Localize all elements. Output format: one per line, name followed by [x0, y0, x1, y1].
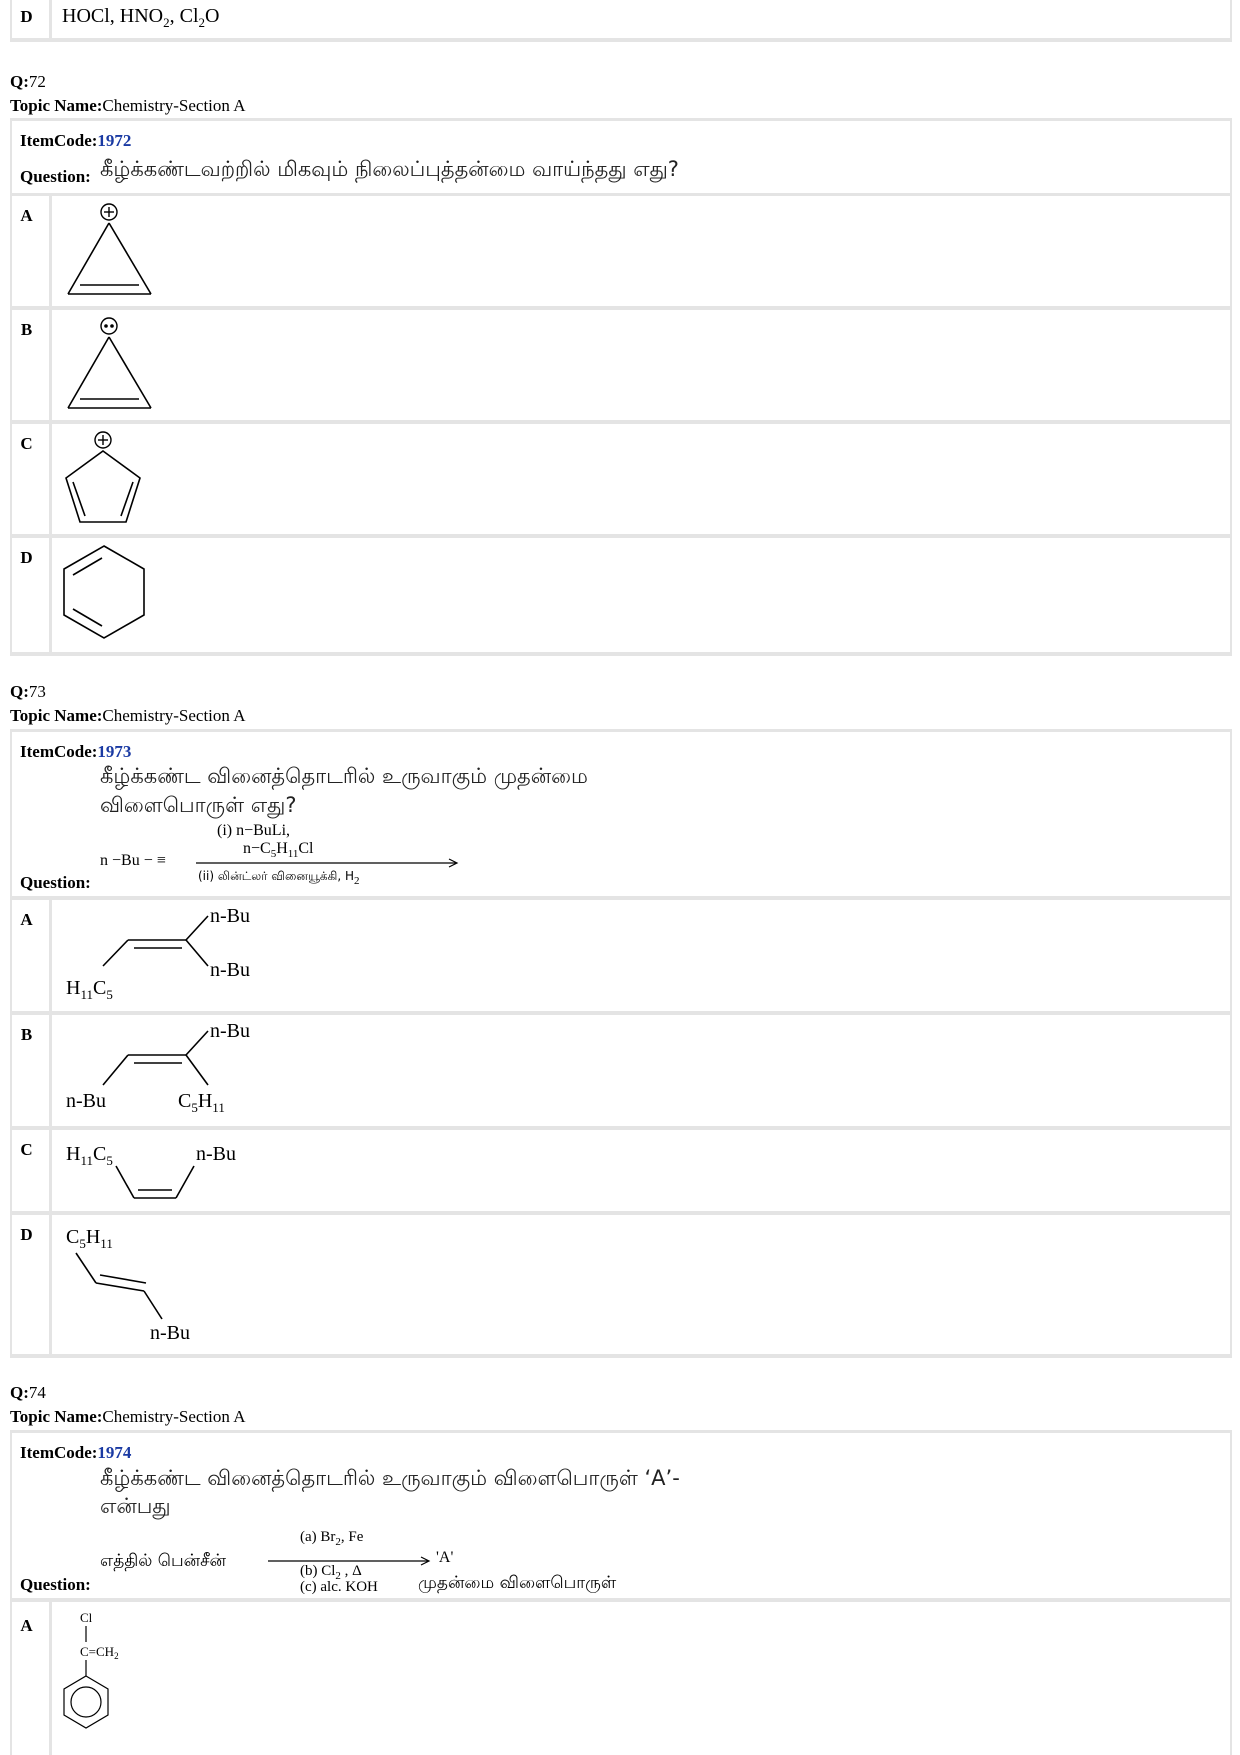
substituent-n-bu: n-Bu [210, 905, 250, 927]
q72-option-c[interactable] [12, 424, 1230, 534]
q71-option-box [10, 0, 1232, 42]
question-text-line1: கீழ்க்கண்ட வினைத்தொடரில் உருவாகும் முதன்மை [100, 764, 588, 788]
item-code: ItemCode:1974 [20, 1443, 132, 1462]
option-letter: B [20, 1025, 33, 1044]
option-content [49, 538, 1230, 652]
question-header [12, 1433, 1230, 1598]
option-letter: C [20, 1140, 33, 1159]
option-content [49, 196, 1230, 306]
cyclopentadienyl-cation-structure [58, 424, 158, 532]
option-content [49, 1602, 1230, 1755]
topic-name: Topic Name:Chemistry-Section A [10, 96, 246, 115]
option-letter: D [20, 7, 33, 26]
option-content [49, 1015, 1230, 1126]
q72-option-a[interactable] [12, 196, 1230, 306]
q74-box [10, 1430, 1232, 1755]
cyclopropenyl-cation-structure [58, 196, 158, 304]
question-header [12, 732, 1230, 896]
svg-text:Cl: Cl [80, 1610, 93, 1625]
option-content [49, 1215, 1230, 1354]
reaction-arrow [196, 858, 466, 868]
substituent-n-bu: n-Bu [210, 1020, 250, 1042]
option-letter: A [20, 1616, 33, 1635]
option-letter: A [20, 910, 33, 929]
substituent-n-bu: n-Bu [196, 1143, 236, 1165]
option-letter: D [20, 548, 33, 567]
reagent-2: $n-C_5H_{11}Cl$ [243, 840, 314, 861]
question-label: Question: [20, 1575, 91, 1594]
cyclohexadiene-structure [58, 538, 158, 650]
option-letter: A [20, 206, 33, 225]
reagent-b: (b) $Cl_2$ , Δ [300, 1563, 362, 1582]
svg-text:C5H11: $C_5H_{11}$ [178, 1090, 225, 1115]
topic-name: Topic Name:Chemistry-Section A [10, 1407, 246, 1426]
q73-option-c[interactable] [12, 1130, 1230, 1211]
option-letter: C [20, 434, 33, 453]
substituent-n-bu: n-Bu [150, 1322, 190, 1344]
reactant: எத்தில் பென்சீன் [100, 1551, 227, 1571]
substituent-n-bu: n-Bu [66, 1090, 106, 1112]
question-label: Question: [20, 167, 91, 186]
cyclopropenyl-anion-structure [58, 310, 158, 418]
item-code: ItemCode:1972 [20, 131, 132, 150]
question-number: Q:73 [10, 682, 46, 701]
topic-name: Topic Name:Chemistry-Section A [10, 706, 246, 725]
svg-text:H11C5: $H_{11}C_5$ [66, 1143, 113, 1168]
option-content [49, 0, 1230, 38]
question-label: Question: [20, 873, 91, 892]
question-number: Q:74 [10, 1383, 46, 1402]
q72-option-d[interactable] [12, 538, 1230, 652]
product-note: முதன்மை விளைபொருள் [418, 1573, 617, 1593]
option-content [49, 424, 1230, 534]
svg-text:H11C5: $H_{11}C_5$ [66, 977, 113, 1002]
q74-option-a[interactable] [12, 1602, 1230, 1755]
reagent-c: (c) alc. KOH [300, 1579, 378, 1595]
substituent-n-bu: n-Bu [210, 959, 250, 981]
option-formula: HOCl, $HNO_2$, $Cl_2O$ [62, 5, 220, 30]
option-letter: B [20, 320, 33, 339]
q73-option-b[interactable] [12, 1015, 1230, 1126]
alkene-structure-b [58, 1015, 318, 1123]
reagent-a: (a) $Br_2$, Fe [300, 1529, 364, 1548]
alkene-structure-c [58, 1130, 318, 1210]
reaction-scheme [100, 822, 460, 892]
question-text-line2: என்பது [100, 1494, 171, 1518]
option-content [49, 1130, 1230, 1211]
svg-text:C5H11: $C_5H_{11}$ [66, 1226, 113, 1251]
q73-option-d[interactable] [12, 1215, 1230, 1354]
q71-option-d[interactable] [12, 0, 1230, 38]
reagent-3: (ii) லின்ட்லர் வினையூக்கி, $H_2$ [198, 869, 360, 887]
q72-option-b[interactable] [12, 310, 1230, 420]
q73-option-a[interactable] [12, 900, 1230, 1011]
reagent-1: (i) n−BuLi, [217, 822, 291, 839]
chlorovinylbenzene-structure [58, 1602, 178, 1738]
question-text: கீழ்க்கண்டவற்றில் மிகவும் நிலைப்புத்தன்மை வாய்ந்தது எது? [100, 157, 679, 181]
question-number: Q:72 [10, 72, 46, 91]
question-text-line2: விளைபொருள் எது? [100, 793, 297, 817]
product: 'A' [436, 1549, 454, 1566]
question-text-line1: கீழ்க்கண்ட வினைத்தொடரில் உருவாகும் விளைபொருள் ‘A’- [100, 1466, 680, 1490]
question-header [12, 121, 1230, 193]
item-code: ItemCode:1973 [20, 742, 132, 761]
option-content [49, 900, 1230, 1011]
alkene-structure-a [58, 900, 318, 1008]
option-letter: D [20, 1225, 33, 1244]
q73-box [10, 729, 1232, 1358]
reactant: n −Bu − ≡ [100, 852, 166, 869]
alkene-structure-d [58, 1215, 318, 1351]
svg-text:C=CH2: $C=CH_2$ [80, 1644, 119, 1661]
reaction-scheme [100, 1529, 700, 1595]
q72-box [10, 118, 1232, 656]
option-content [49, 310, 1230, 420]
